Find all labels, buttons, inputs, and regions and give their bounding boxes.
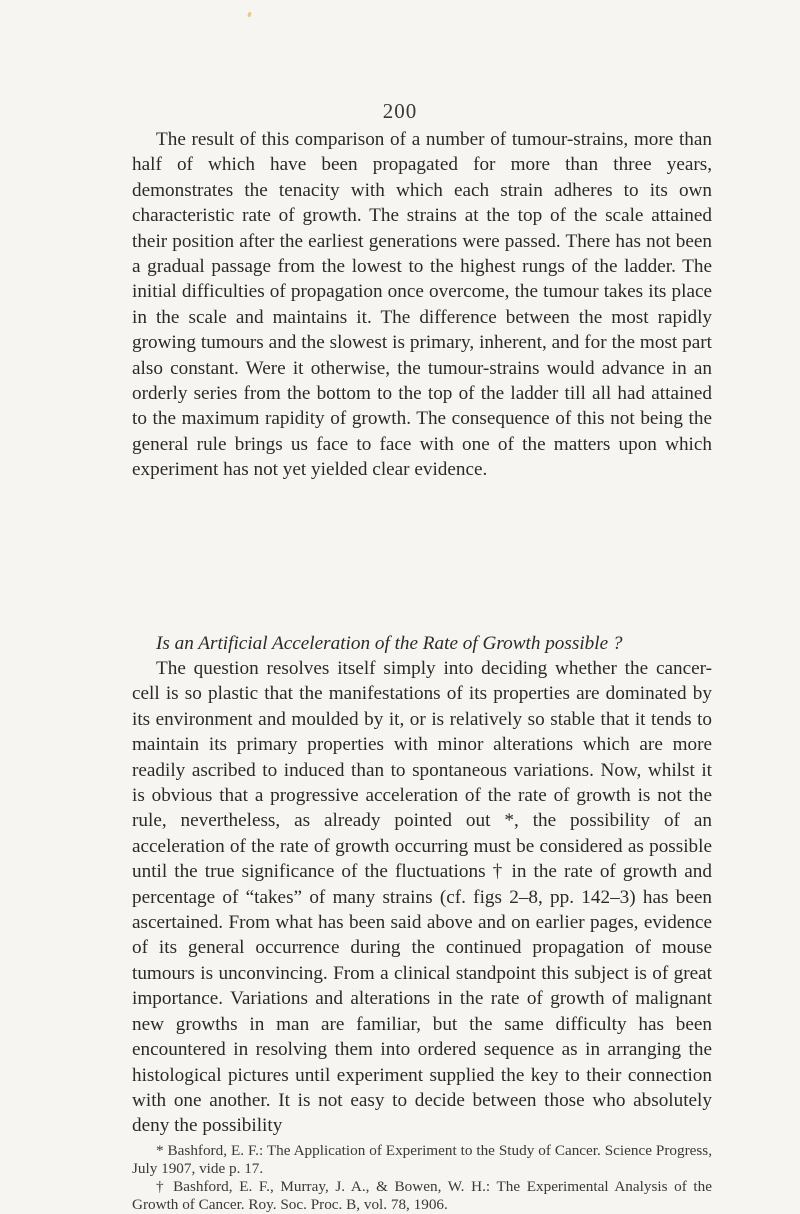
footnotes [132, 1142, 712, 1214]
paragraph-text: The result of this comparison of a number of tumour-strains, more than half of which have been propagated for more than three years, demonstrates the tenacity with which each strain adheres to its own characteristic rate of growth. The strains at the top of the scale attained their position after the earliest generations were passed. There has not been a gradual passage from the lowest to the highest rungs of the ladder. The initial difficulties of propagation once overcome, the tumour takes its place in the scale and maintains it. The difference between the most rapidly growing tumours and the slowest is primary, inherent, and for the most part also constant. Were it otherwise, the tumour-strains would advance in an orderly series from the bottom to the top of the ladder till all had attained to the maximum rapidity of growth. The consequence of this not being the general rule brings us face to face with one of the matters upon which experiment has not yet yielded clear evidence. [132, 129, 712, 481]
paragraph-comparison-result [132, 127, 712, 483]
paper-speck [247, 12, 252, 18]
footnote-asterisk: * Bashford, E. F.: The Application of Experiment to the Study of Cancer. Science Progress, July 1907, vide p. 17. [132, 1142, 712, 1177]
paragraph-cancer-cell-question [132, 656, 712, 1139]
section-heading: Is an Artificial Acceleration of the Rate of Growth possible ? [156, 633, 623, 654]
footnote-dagger: † Bashford, E. F., Murray, J. A., & Bowen, W. H.: The Experimental Analysis of the Growth of Cancer. Roy. Soc. Proc. B, vol. 78, 1906. [132, 1178, 712, 1213]
paragraph-text: The question resolves itself simply into deciding whether the cancer-cell is so plastic that the manifestations of its properties are dominated by its environment and moulded by it, or is relatively so stable that it tends to maintain its primary properties with minor alterations which are more readily ascribed to induced than to spontaneous variations. Now, whilst it is obvious that a progressive acceleration of the rate of growth is not the rule, nevertheless, as already pointed out *, the possibility of an acceleration of the rate of growth occurring must be considered as possible until the true significance of the fluctuations † in the rate of growth and percentage of “takes” of many strains (cf. figs 2–8, pp. 142–3) has been ascertained. From what has been said above and on earlier pages, evidence of its general occurrence during the continued propagation of mouse tumours is unconvincing. From a clinical standpoint this subject is of great importance. Variations and alterations in the rate of growth of malignant new growths in man are familiar, but the same difficulty has been encountered in resolving them into ordered sequence as in arranging the histological pictures until experiment supplied the key to their connection with one another. It is not easy to decide between those who absolutely deny the possibility [132, 658, 712, 1137]
page-number: 200 [382, 99, 418, 123]
